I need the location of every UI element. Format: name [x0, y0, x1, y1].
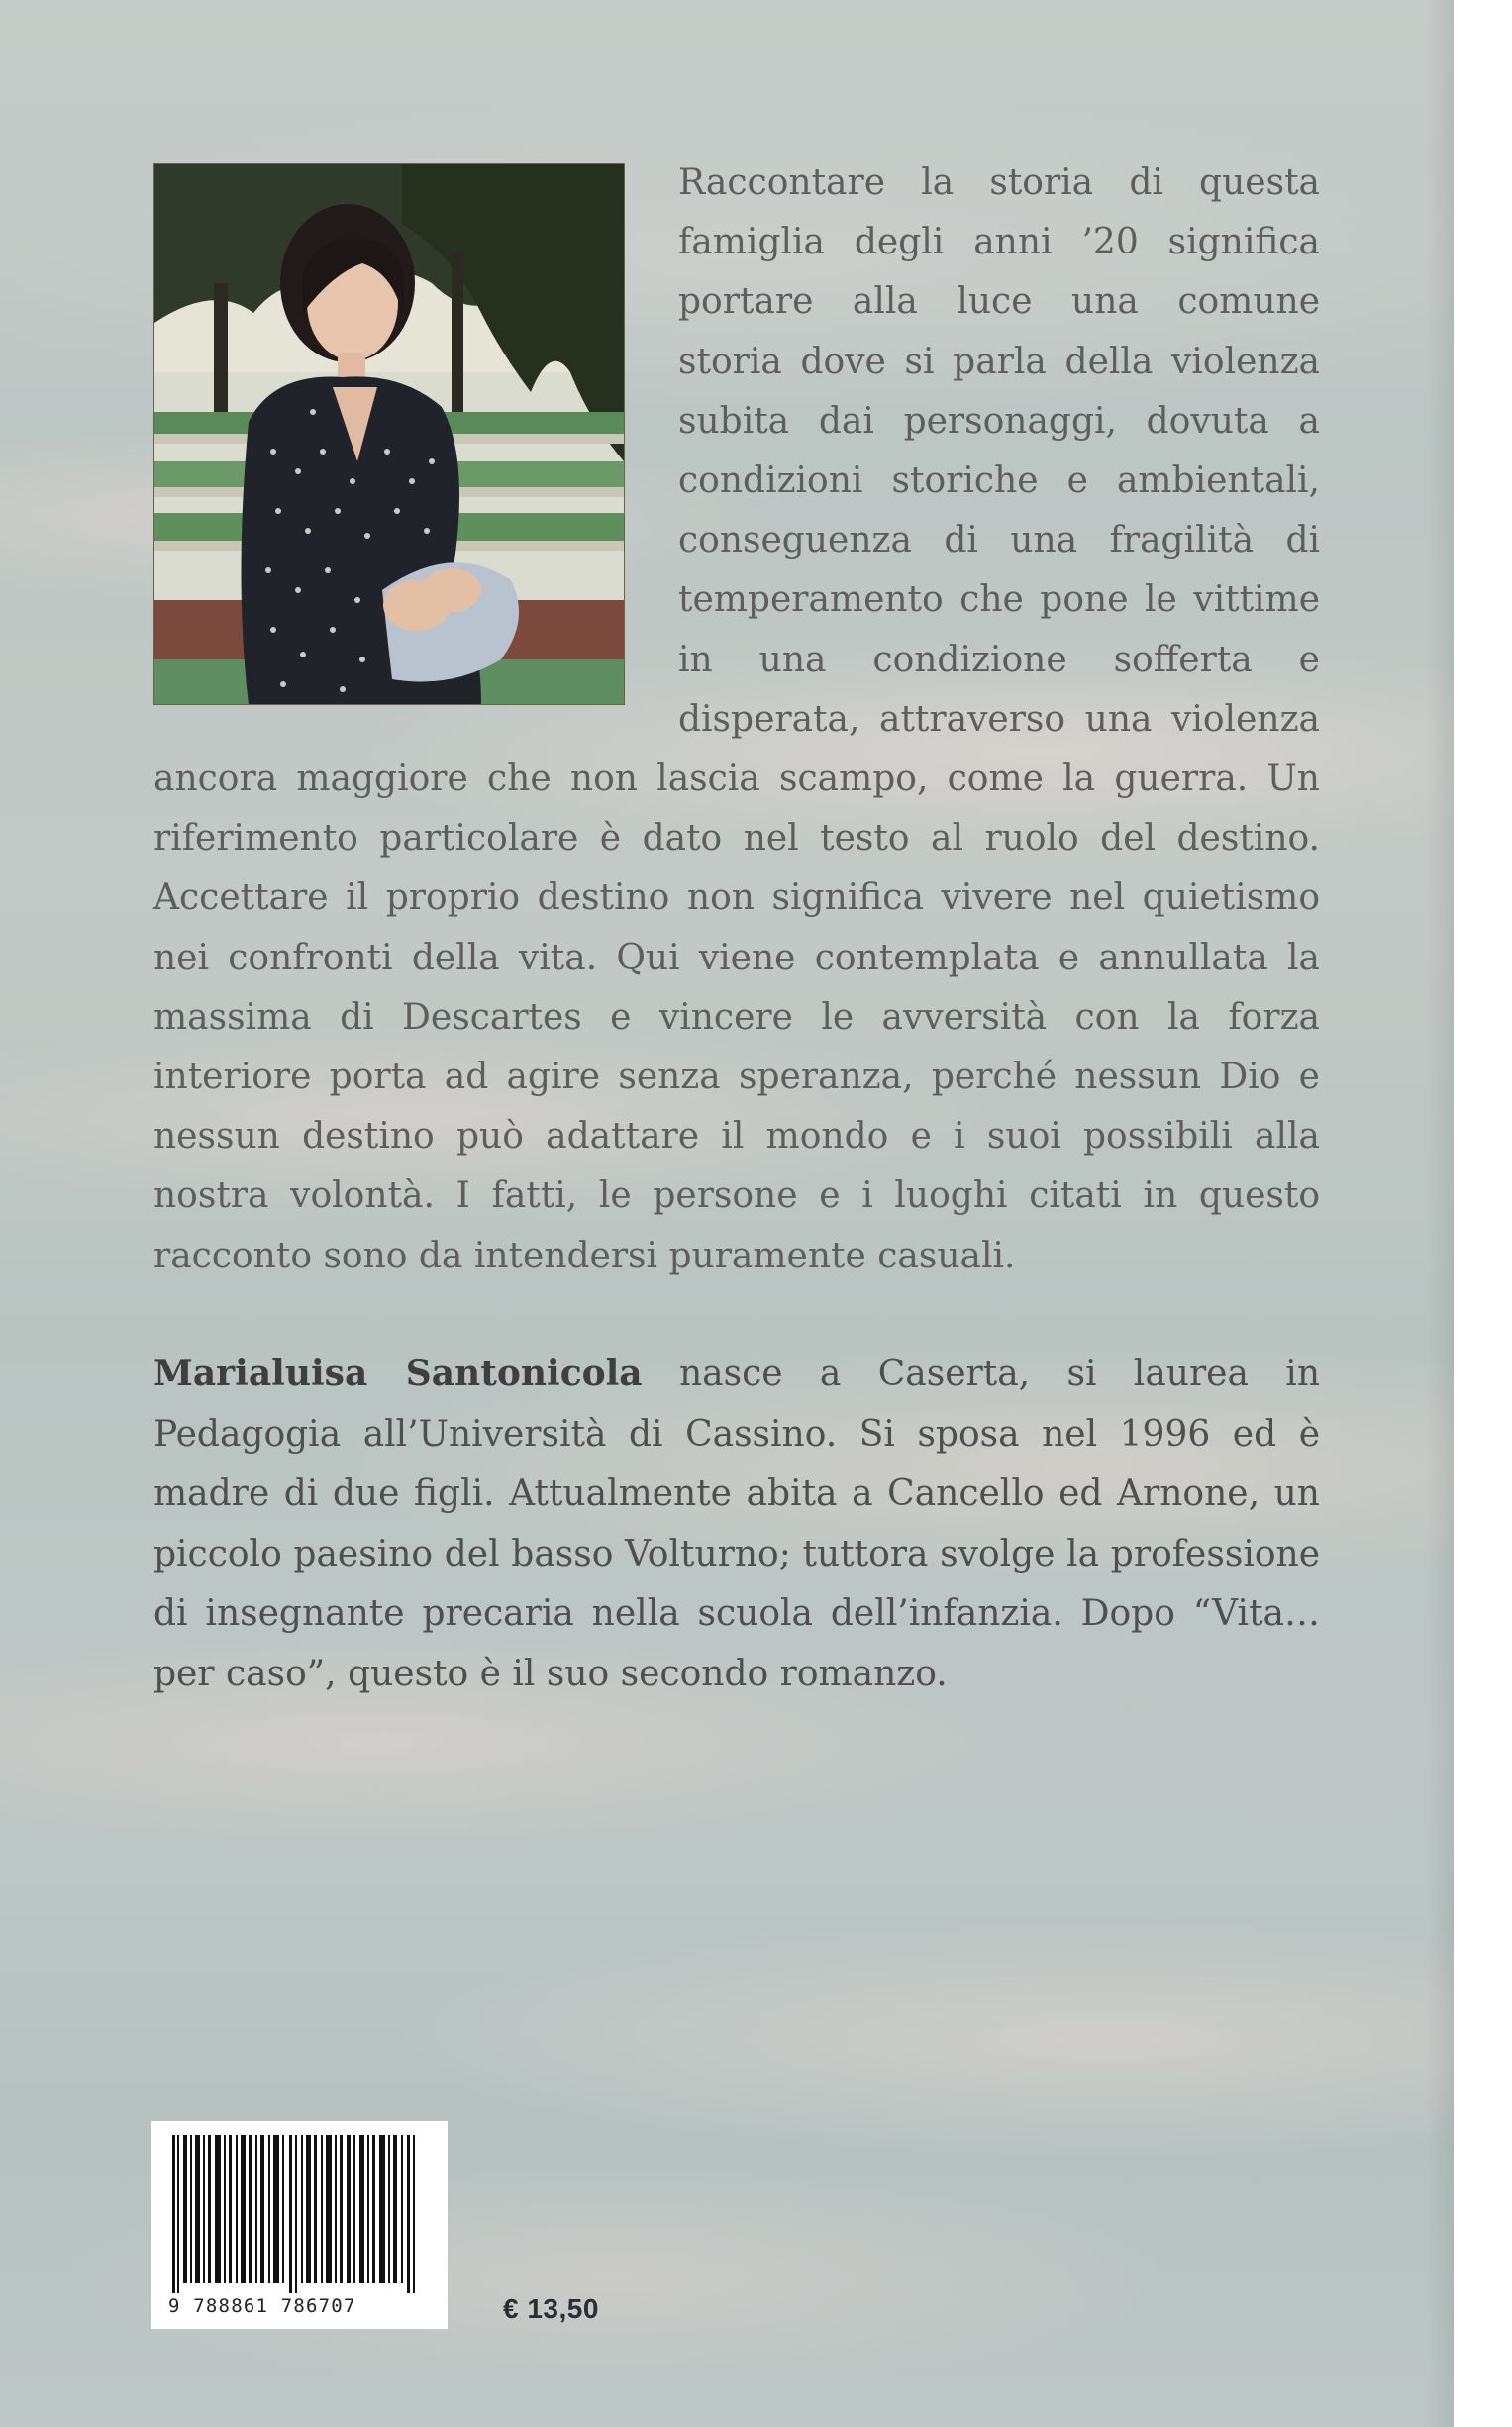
author-bio: [153, 1344, 1320, 1704]
book-blurb: [153, 153, 1320, 1286]
author-name: Marialuisa Santonicola: [153, 1353, 643, 1394]
blurb-text: Raccontare la storia di questa famiglia degli anni ’20 significa portare alla luce una comune storia dove si parla della violenza subita dai personaggi, dovuta a condizioni storiche e ambientali, conseguenza di una fragilità di temperamento che pone le vittime in una condizione sofferta e disperata, attraverso una violenza ancora maggiore che non lascia scampo, come la guerra. Un riferimento particolare è dato nel testo al ruolo del destino. Accettare il proprio destino non significa vivere nel quietismo nei confronti della vita. Qui viene contemplata e annullata la massima di Descartes e vincere le avversità con la forza interiore porta ad agire senza speranza, perché nessun Dio e nessun destino può adattare il mondo e i suoi possibili alla nostra volontà. I fatti, le persone e i luoghi citati in questo racconto sono da intendersi puramente casuali.: [153, 162, 1320, 1276]
barcode: [151, 2121, 448, 2329]
author-bio-text: nasce a Caserta, si laurea in Pedagogia all’Università di Cassino. Si sposa nel 1996 ed è madre di due figli. Attualmente abita a Cancello ed Arnone, un piccolo paesino del basso Volturno; tuttora svolge la professione di insegnante precaria nella scuola dell’infanzia. Dopo “Vita… per caso”, questo è il suo secondo romanzo.: [153, 1354, 1320, 1694]
price-label: € 13,50: [503, 2293, 599, 2324]
barcode-bars: [168, 2135, 428, 2293]
photo-wrap-spacer: [153, 153, 678, 713]
spine-edge: [1426, 0, 1454, 2427]
isbn-number: 9 788861 786707: [168, 2295, 356, 2317]
